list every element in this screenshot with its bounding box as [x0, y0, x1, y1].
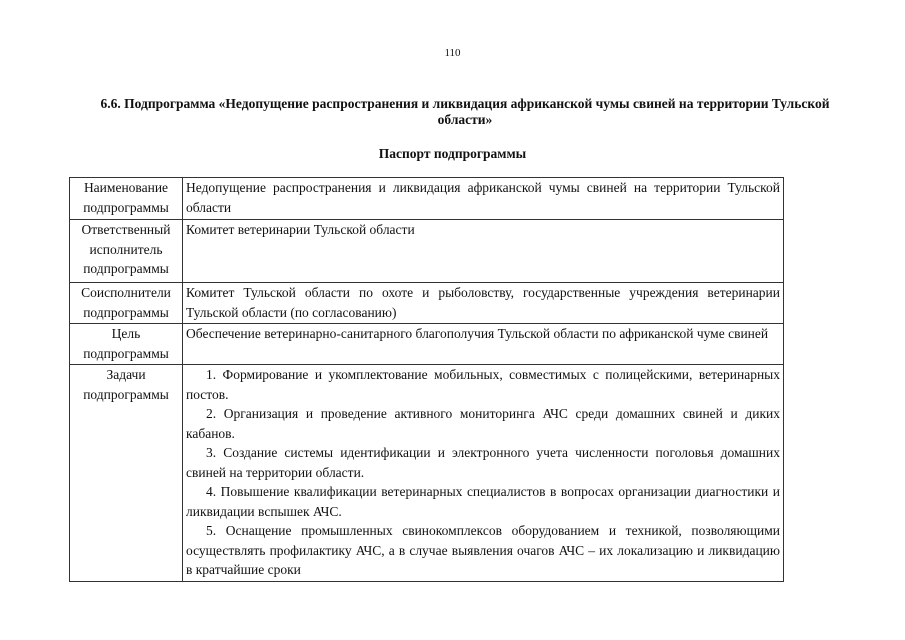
passport-table: [69, 177, 784, 582]
table-row-goal: [70, 324, 784, 365]
row-value-name: Недопущение распространения и ликвидация африканской чумы свиней на территории Тульской области: [183, 178, 784, 220]
table-row-responsible: [70, 220, 784, 283]
row-label-name: Наименование подпрограммы: [70, 178, 183, 220]
task-item: 4. Повышение квалификации ветеринарных специалистов в вопросах организации диагностики и ликвидации вспышек АЧС.: [186, 484, 780, 519]
row-value-responsible: Комитет ветеринарии Тульской области: [183, 220, 784, 283]
row-value-tasks: [183, 365, 784, 582]
task-item: 3. Создание системы идентификации и электронного учета численности поголовья домашних свиней на территории области.: [186, 445, 780, 480]
page-number: 110: [444, 47, 461, 59]
row-label-goal: Цель подпрограммы: [70, 324, 183, 365]
row-label-tasks: Задачи подпрограммы: [70, 365, 183, 582]
passport-title: Паспорт подпрограммы: [378, 146, 527, 161]
table-row-tasks: [70, 365, 784, 582]
task-item: 2. Организация и проведение активного мониторинга АЧС среди домашних свиней и диких кабанов.: [186, 406, 780, 441]
task-item: 5. Оснащение промышленных свинокомплексов оборудованием и техникой, позволяющими осуществлять профилактику АЧС, а в случае выявления очагов АЧС – их локализацию и ликвидацию в кратчайшие сроки: [186, 523, 780, 577]
row-label-coexecutors: Соисполнители подпрограммы: [70, 283, 183, 324]
task-item: 1. Формирование и укомплектование мобильных, совместимых с полицейскими, ветеринарных постов.: [186, 367, 780, 402]
table-row-name: [70, 178, 784, 220]
row-value-coexecutors: Комитет Тульской области по охоте и рыболовству, государственные учреждения ветеринарии Тульской области (по согласованию): [183, 283, 784, 324]
row-label-responsible: Ответственный исполнитель подпрограммы: [70, 220, 183, 283]
row-value-goal: Обеспечение ветеринарно-санитарного благополучия Тульской области по африканской чуме свиней: [183, 324, 784, 365]
table-row-coexecutors: [70, 283, 784, 324]
subprogram-heading: 6.6. Подпрограмма «Недопущение распространения и ликвидация африканской чумы свиней на территории Тульской области»: [100, 96, 830, 127]
